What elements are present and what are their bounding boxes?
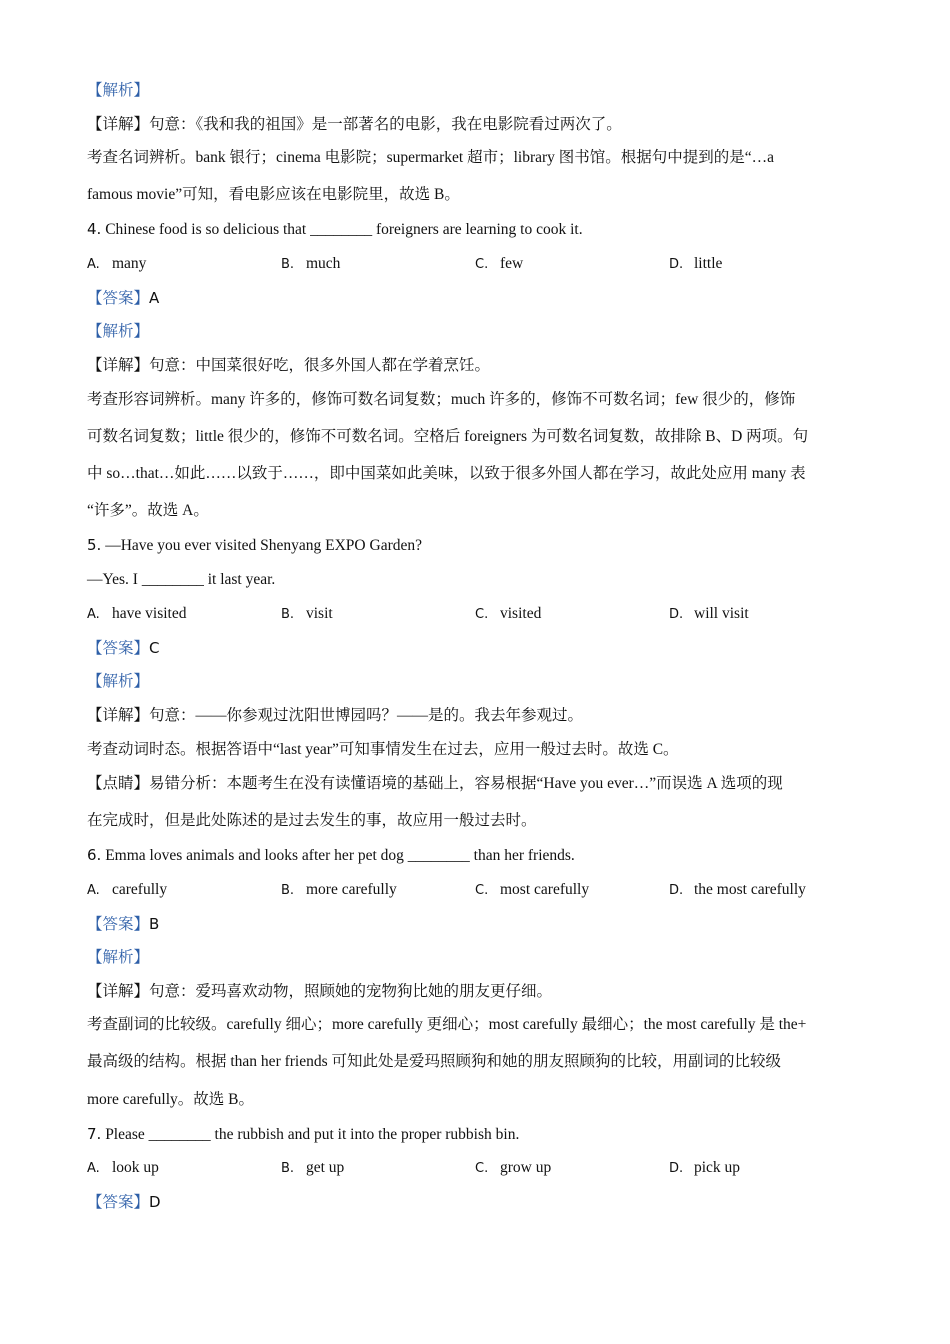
detail-text: 句意：中国菜很好吃，很多外国人都在学着烹饪。 xyxy=(149,357,491,374)
answer-line xyxy=(87,638,160,659)
option-d xyxy=(669,880,806,901)
answer-value: D xyxy=(149,1193,161,1211)
detail-tag: 【详解】 xyxy=(87,983,150,1000)
tip-text: 易错分析：本题考生在没有读懂语境的基础上，容易根据“Have you ever…”而误选 A 选项的现 xyxy=(149,775,783,792)
option-d xyxy=(669,254,722,275)
question-number: 7. xyxy=(87,1125,102,1143)
option-text: more carefully xyxy=(306,881,397,898)
detail-text: 句意：——你参观过沈阳世博园吗？——是的。我去年参观过。 xyxy=(149,707,584,724)
option-letter: D. xyxy=(669,883,684,898)
detail-tag: 【详解】 xyxy=(87,357,150,374)
question-number: 4. xyxy=(87,220,102,238)
option-letter: D. xyxy=(669,1161,684,1176)
option-b xyxy=(281,1158,344,1179)
option-a xyxy=(87,254,146,275)
option-letter: C. xyxy=(475,883,489,898)
option-text: grow up xyxy=(500,1159,552,1176)
option-text: pick up xyxy=(694,1159,741,1176)
answer-tag: 【答案】 xyxy=(87,916,150,933)
question-text: Please ________ the rubbish and put it into the proper rubbish bin. xyxy=(105,1126,520,1143)
analysis-heading: 【解析】 xyxy=(87,323,150,340)
analysis-heading: 【解析】 xyxy=(87,82,150,99)
explanation-line: 考查副词的比较级。carefully 细心；more carefully 更细心；most carefully 最细心；the most carefully 是 the+ xyxy=(87,1016,807,1033)
question-text: Chinese food is so delicious that ________ foreigners are learning to cook it. xyxy=(105,221,583,238)
analysis-heading: 【解析】 xyxy=(87,949,150,966)
option-b xyxy=(281,254,340,275)
answer-tag: 【答案】 xyxy=(87,1194,150,1211)
option-letter: C. xyxy=(475,257,489,272)
answer-tag: 【答案】 xyxy=(87,290,150,307)
option-a xyxy=(87,880,167,901)
option-letter: D. xyxy=(669,257,684,272)
option-letter: B. xyxy=(281,257,295,272)
answer-line xyxy=(87,1192,161,1213)
answer-value: C xyxy=(149,639,160,657)
option-letter: C. xyxy=(475,607,489,622)
question-stem xyxy=(87,1124,519,1145)
option-text: visit xyxy=(306,605,333,622)
option-text: little xyxy=(694,255,723,272)
answer-line xyxy=(87,288,159,309)
explanation-line: 考查动词时态。根据答语中“last year”可知事情发生在过去，应用一般过去时。故选 C。 xyxy=(87,741,679,758)
option-d xyxy=(669,1158,740,1179)
option-c xyxy=(475,880,589,901)
question-stem xyxy=(87,535,422,556)
answer-value: B xyxy=(149,915,160,933)
option-text: visited xyxy=(500,605,542,622)
option-b xyxy=(281,604,333,625)
tip-line xyxy=(87,774,783,794)
explanation-line: “许多”。故选 A。 xyxy=(87,502,209,519)
option-c xyxy=(475,604,541,625)
detail-line xyxy=(87,982,552,1002)
explanation-line: 可数名词复数；little 很少的，修饰不可数名词。空格后 foreigners 为可数名词复数，故排除 B、D 两项。句 xyxy=(87,428,809,445)
explanation-line: famous movie”可知，看电影应该在电影院里，故选 B。 xyxy=(87,186,460,203)
option-d xyxy=(669,604,749,625)
answer-tag: 【答案】 xyxy=(87,640,150,657)
detail-text: 句意：爱玛喜欢动物，照顾她的宠物狗比她的朋友更仔细。 xyxy=(149,983,553,1000)
explanation-line: 考查形容词辨析。many 许多的，修饰可数名词复数；much 许多的，修饰不可数名词；few 很少的，修饰 xyxy=(87,391,796,408)
option-letter: B. xyxy=(281,1161,295,1176)
option-letter: C. xyxy=(475,1161,489,1176)
answer-line xyxy=(87,914,159,935)
option-b xyxy=(281,880,397,901)
detail-line xyxy=(87,356,490,376)
question-stem-line2: —Yes. I ________ it last year. xyxy=(87,571,276,588)
analysis-heading: 【解析】 xyxy=(87,673,150,690)
question-stem xyxy=(87,845,575,866)
option-a xyxy=(87,604,186,625)
option-text: few xyxy=(500,255,524,272)
option-text: look up xyxy=(112,1159,159,1176)
option-text: the most carefully xyxy=(694,881,806,898)
option-text: carefully xyxy=(112,881,168,898)
question-number: 5. xyxy=(87,536,102,554)
option-text: many xyxy=(112,255,147,272)
question-text: —Have you ever visited Shenyang EXPO Garden? xyxy=(105,537,422,554)
option-letter: A. xyxy=(87,607,100,622)
option-letter: D. xyxy=(669,607,684,622)
detail-tag: 【详解】 xyxy=(87,116,150,133)
option-text: have visited xyxy=(112,605,187,622)
explanation-line: more carefully。故选 B。 xyxy=(87,1091,255,1108)
option-letter: B. xyxy=(281,607,295,622)
option-letter: B. xyxy=(281,883,295,898)
answer-value: A xyxy=(149,289,160,307)
option-letter: A. xyxy=(87,1161,100,1176)
detail-line xyxy=(87,115,622,135)
question-number: 6. xyxy=(87,846,102,864)
explanation-line: 最高级的结构。根据 than her friends 可知此处是爱玛照顾狗和她的朋友照顾狗的比较，用副词的比较级 xyxy=(87,1053,782,1070)
explanation-line: 考查名词辨析。bank 银行；cinema 电影院；supermarket 超市；library 图书馆。根据句中提到的是“…a xyxy=(87,149,775,166)
question-text: Emma loves animals and looks after her pet dog ________ than her friends. xyxy=(105,847,575,864)
option-c xyxy=(475,1158,551,1179)
question-stem xyxy=(87,219,583,240)
tip-tag: 【点睛】 xyxy=(87,775,150,792)
option-text: most carefully xyxy=(500,881,590,898)
option-a xyxy=(87,1158,159,1179)
detail-text: 句意：《我和我的祖国》是一部著名的电影，我在电影院看过两次了。 xyxy=(149,116,622,133)
explanation-line: 中 so…that…如此……以致于……，即中国菜如此美味，以致于很多外国人都在学习，故此处应用 many 表 xyxy=(87,465,806,482)
detail-tag: 【详解】 xyxy=(87,707,150,724)
option-text: will visit xyxy=(694,605,749,622)
option-text: much xyxy=(306,255,341,272)
detail-line xyxy=(87,706,583,726)
option-letter: A. xyxy=(87,883,100,898)
option-text: get up xyxy=(306,1159,345,1176)
option-letter: A. xyxy=(87,257,100,272)
option-c xyxy=(475,254,523,275)
tip-line: 在完成时，但是此处陈述的是过去发生的事，故应用一般过去时。 xyxy=(87,812,537,829)
